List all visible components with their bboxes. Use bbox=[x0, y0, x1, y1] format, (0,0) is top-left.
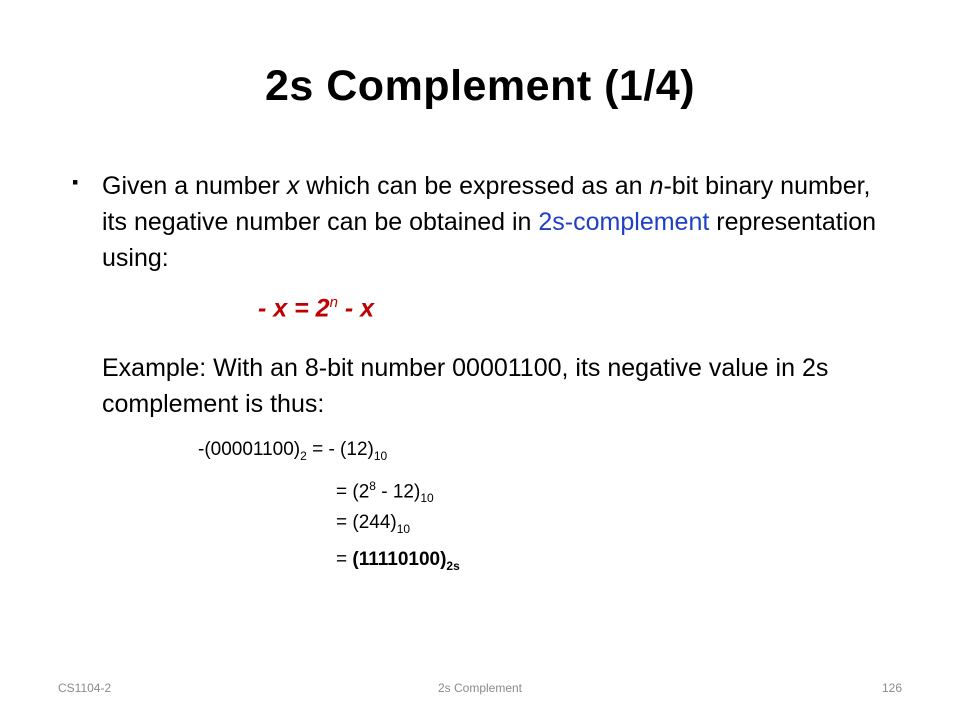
keyword-2s-complement: 2s-complement bbox=[538, 208, 710, 236]
formula bbox=[258, 294, 374, 323]
square-bullet-icon: ▪ bbox=[72, 172, 79, 192]
calc-exponent: 8 bbox=[369, 479, 376, 493]
bullet-text-part: which can be expressed as an bbox=[299, 172, 650, 200]
calc-result: (11110100) bbox=[352, 549, 447, 570]
footer-page-number: 126 bbox=[881, 681, 902, 695]
variable-n: n bbox=[649, 172, 664, 200]
calc-term: = bbox=[336, 549, 353, 570]
formula-rhs: - x bbox=[337, 294, 375, 323]
calc-base: 10 bbox=[396, 521, 411, 536]
calc-term: = (244) bbox=[336, 512, 397, 533]
calc-base: 2 bbox=[300, 448, 307, 463]
footer-course: CS1104-2 bbox=[58, 681, 112, 695]
slide-title: 2s Complement (1/4) bbox=[264, 62, 696, 110]
bullet-text-part: -bit binary number, its negative number can be obtained in bbox=[102, 172, 871, 236]
formula-exponent: n bbox=[329, 294, 338, 311]
bullet-text-part: Given a number bbox=[102, 172, 287, 200]
formula-lhs: - x = 2 bbox=[258, 294, 330, 323]
calc-base: 2s bbox=[446, 558, 460, 573]
calc-line-4 bbox=[336, 549, 460, 577]
calc-line-2 bbox=[336, 475, 434, 509]
bullet-text bbox=[102, 168, 892, 276]
calc-base: 10 bbox=[420, 491, 434, 506]
calc-term: = - (12) bbox=[306, 439, 374, 460]
example-text: Example: With an 8-bit number 00001100, its negative value in 2s complement is thus: bbox=[102, 354, 829, 418]
calc-term: - 12) bbox=[375, 481, 421, 503]
bullet-text-part: representation using: bbox=[102, 208, 877, 272]
calc-base: 10 bbox=[373, 448, 388, 463]
calc-line-3 bbox=[336, 512, 410, 540]
calc-line-1 bbox=[198, 439, 387, 467]
calc-term: -(00001100) bbox=[198, 439, 301, 460]
calc-term: = (2 bbox=[336, 481, 370, 503]
variable-x: x bbox=[286, 172, 300, 200]
footer-topic: 2s Complement bbox=[437, 681, 523, 695]
